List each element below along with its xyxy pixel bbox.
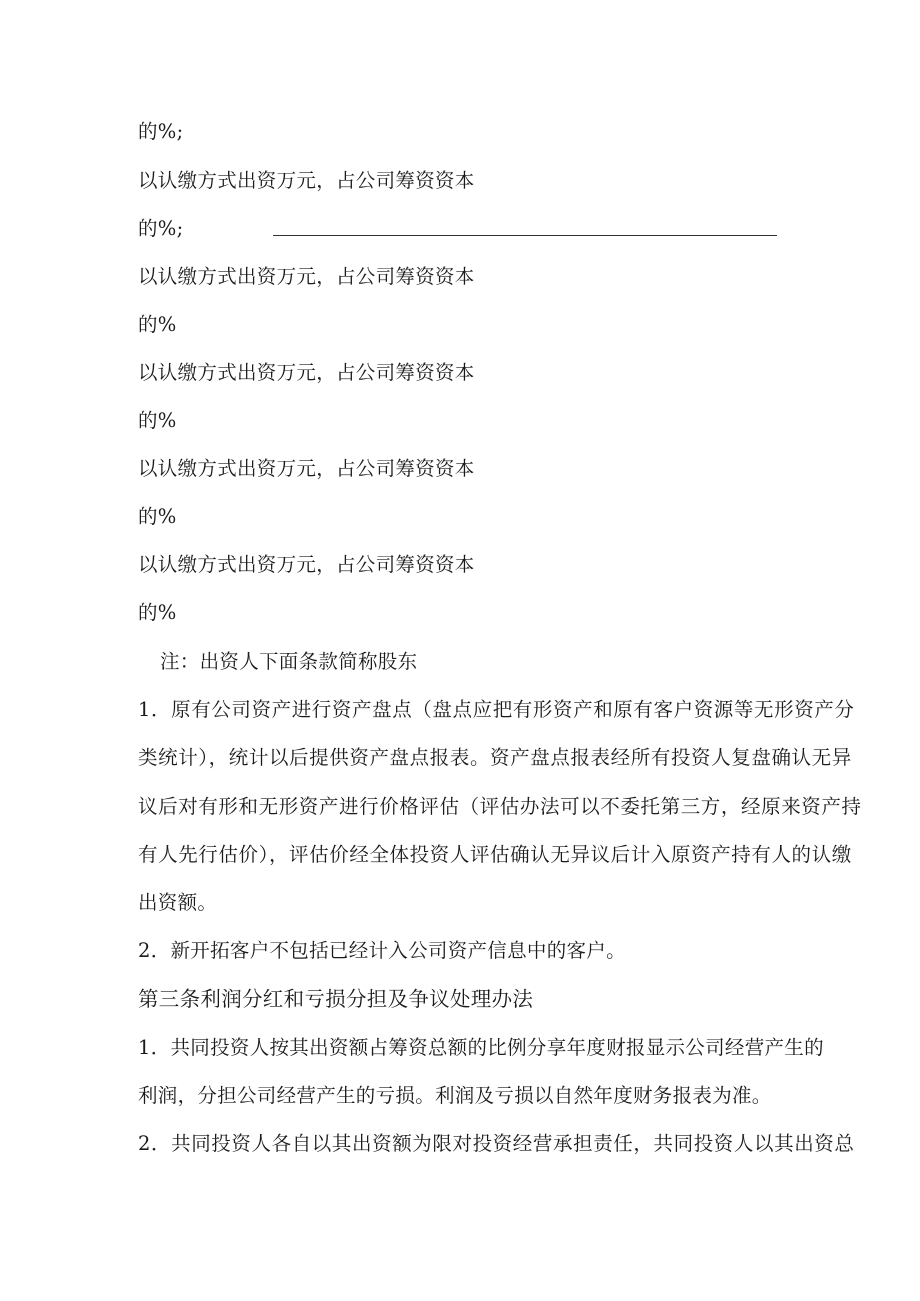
text-line: 2．新开拓客户不包括已经计入公司资产信息中的客户。 (138, 939, 626, 962)
text-line: 的% (138, 601, 177, 624)
text-line: 的% (138, 313, 177, 336)
text-line: 以认缴方式出资万元，占公司筹资资本 (138, 553, 475, 576)
text-line: 的%; (138, 120, 184, 143)
text-line: 以认缴方式出资万元，占公司筹资资本 (138, 265, 475, 288)
text-line: 类统计），统计以后提供资产盘点报表。资产盘点报表经所有投资人复盘确认无异 (138, 746, 852, 769)
blank-underline (273, 235, 777, 236)
note-line: 注：出资人下面条款简称股东 (160, 650, 418, 673)
text-line: 利润，分担公司经营产生的亏损。利润及亏损以自然年度财务报表为准。 (138, 1084, 772, 1107)
section-heading: 第三条利润分红和亏损分担及争议处理办法 (138, 987, 534, 1011)
text-line: 有人先行估价），评估价经全体投资人评估确认无异议后计入原资产持有人的认缴 (138, 843, 852, 866)
text-line: 的% (138, 505, 177, 528)
text-line: 以认缴方式出资万元，占公司筹资资本 (138, 361, 475, 384)
text-line: 以认缴方式出资万元，占公司筹资资本 (138, 457, 475, 480)
text-line: 1．原有公司资产进行资产盘点（盘点应把有形资产和原有客户资源等无形资产分 (138, 698, 855, 721)
text-line: 2．共同投资人各自以其出资额为限对投资经营承担责任，共同投资人以其出资总 (138, 1132, 855, 1155)
text-line: 议后对有形和无形资产进行价格评估（评估办法可以不委托第三方，经原来资产持 (138, 795, 862, 818)
text-line: 的% (138, 409, 177, 432)
text-line: 的%; (138, 217, 184, 240)
text-line: 以认缴方式出资万元，占公司筹资资本 (138, 169, 475, 192)
text-line: 1．共同投资人按其出资额占筹资总额的比例分享年度财报显示公司经营产生的 (138, 1036, 824, 1059)
text-line: 出资额。 (138, 891, 218, 914)
